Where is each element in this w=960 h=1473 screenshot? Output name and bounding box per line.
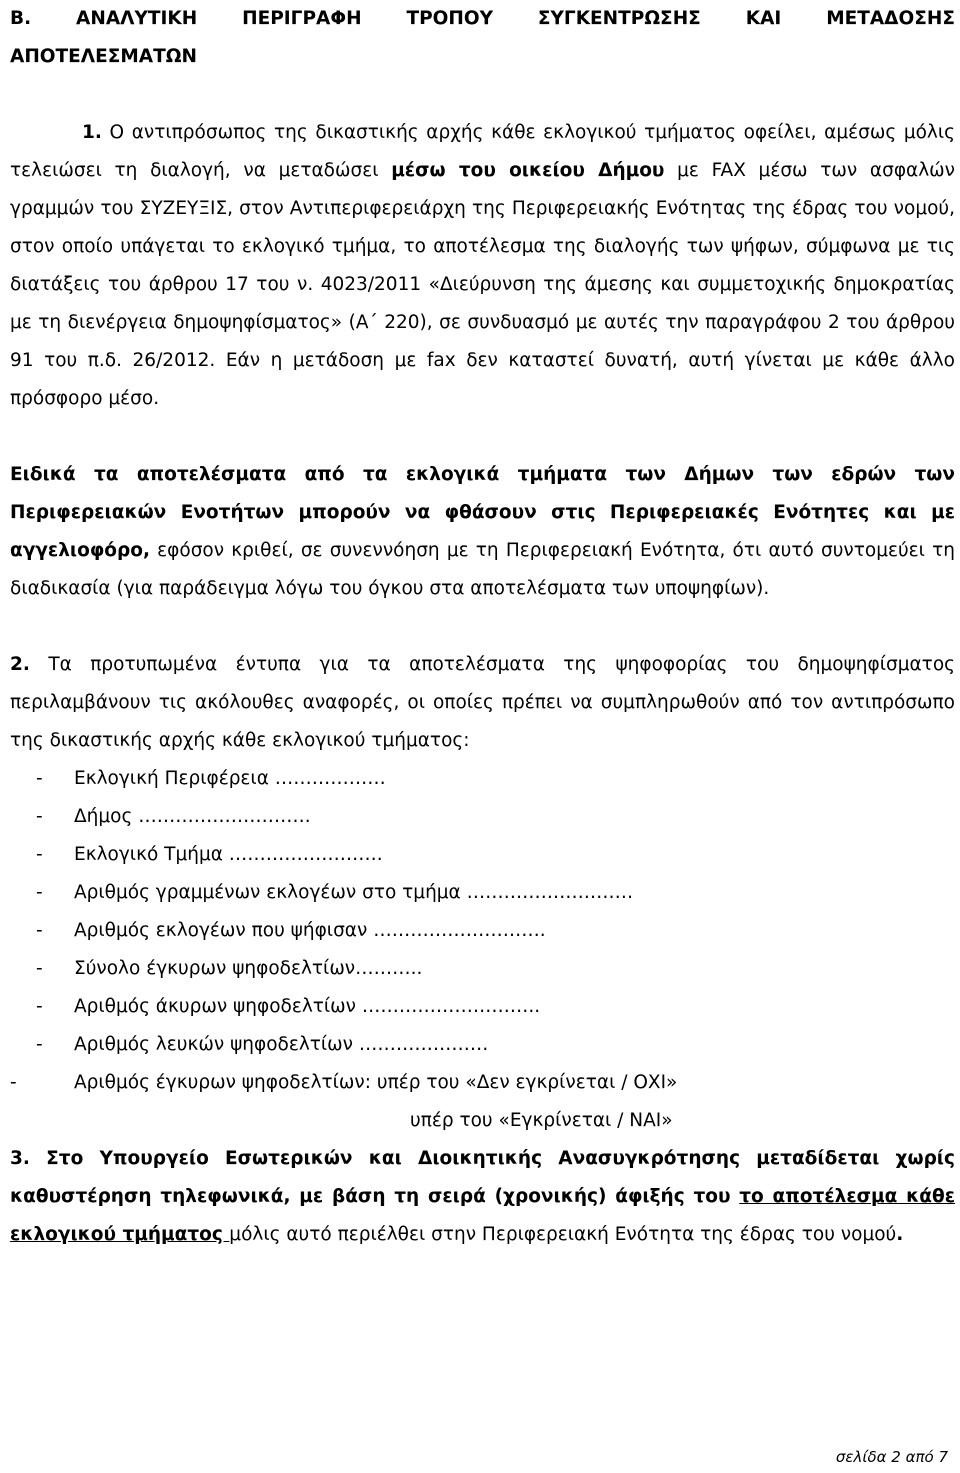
list-item-text: Εκλογική Περιφέρεια ……………… [74, 768, 386, 789]
paragraph-text: με FAX μέσω των ασφαλών γραμμών του ΣΥΖΕΥΞΙΣ, στον Αντιπεριφερειάρχη της Περιφερειακής Ενότητας της έδρας του νομού, στον οποίο υπάγεται το εκλογικό τμήμα, το αποτέλεσμα της διαλογής των ψήφων, σύμφωνα με τις διατάξεις του άρθρου 17 του ν. 4023/2011 «Διεύρυνση της άμεσης και συμμετοχικής δημοκρατίας με τη διενέργεια δημοψηφίσματος» (Α΄ 220), σε συνδυασμό με αυτές την παραγράφου 2 του άρθρου 91 του π.δ. 26/2012. Εάν η μετάδοση με fax δεν καταστεί δυνατή, αυτή γίνεται με κάθε άλλο πρόσφορο μέσο. [10, 160, 955, 409]
heading-word: ΤΡΟΠΟΥ [406, 8, 493, 29]
list-item-text: Αριθμός άκυρων ψηφοδελτίων ……………………….. [74, 996, 541, 1017]
paragraph-bold-text: Στο Υπουργείο Εσωτερικών και Διοικητικής Ανασυγκρότησης μεταδίδεται χωρίς καθυστέρηση τηλεφωνικά, με βάση τη σειρά (χρονικής) άφιξής του [10, 1148, 955, 1207]
paragraph-number: 1. [82, 122, 102, 143]
list-item-text: Δήμος ………………………. [74, 806, 311, 827]
list-item [10, 1026, 955, 1064]
heading-line-1 [10, 0, 955, 38]
page-number: σελίδα 2 από 7 [835, 1448, 948, 1466]
heading-word: ΜΕΤΑΔΟΣΗΣ [826, 8, 955, 29]
list-item [10, 798, 955, 836]
heading-word: ΑΝΑΛΥΤΙΚΗ [76, 8, 198, 29]
paragraph-number: 3. [10, 1148, 30, 1169]
paragraph-2 [10, 646, 955, 760]
section-heading [10, 0, 955, 76]
list-item-text: Αριθμός έγκυρων ψηφοδελτίων: υπέρ του «Δεν εγκρίνεται / ΟΧΙ» [74, 1072, 678, 1093]
list-item-text: Αριθμός λευκών ψηφοδελτίων ………………… [74, 1034, 489, 1055]
list-item [10, 874, 955, 912]
dash-bullet: - [36, 768, 43, 789]
paragraph-3 [10, 1140, 955, 1254]
paragraph-text: εφόσον κριθεί, σε συνεννόηση με τη Περιφερειακή Ενότητα, ότι αυτό συντομεύει τη διαδικασία (για παράδειγμα λόγω του όγκου στα αποτελέσματα των υποψηφίων). [10, 540, 955, 599]
dash-bullet: - [36, 920, 43, 941]
dash-bullet: - [36, 806, 43, 827]
dash-bullet: - [36, 1034, 43, 1055]
paragraph-end: . [896, 1224, 904, 1245]
list-item [10, 1064, 955, 1102]
paragraph-bold-underlined-text: το αποτέλεσμα κάθε εκλογικού τμήματος [10, 1186, 955, 1245]
heading-word: Β. [10, 8, 32, 29]
paragraph-text: Τα προτυπωμένα έντυπα για τα αποτελέσματα της ψηφοφορίας του δημοψηφίσματος περιλαμβάνουν τις ακόλουθες αναφορές, οι οποίες πρέπει να συμπληρωθούν από τον αντιπρόσωπο της δικαστικής αρχής κάθε εκλογικού τμήματος: [10, 654, 955, 751]
dash-bullet: - [36, 844, 43, 865]
heading-word: ΚΑΙ [745, 8, 782, 29]
paragraph-1 [10, 114, 955, 418]
dash-bullet: - [36, 882, 43, 903]
list-item-text: Αριθμός γραμμένων εκλογέων στο τμήμα ……………………… [74, 882, 634, 903]
form-fields-list [10, 760, 955, 1102]
list-item-subline: υπέρ του «Εγκρίνεται / ΝΑΙ» [410, 1110, 673, 1131]
paragraph-special [10, 456, 955, 608]
heading-line-2: ΑΠΟΤΕΛΕΣΜΑΤΩΝ [10, 46, 197, 67]
heading-word: ΣΥΓΚΕΝΤΡΩΣΗΣ [537, 8, 701, 29]
paragraph-bold-text: μέσω του οικείου Δήμου [391, 160, 665, 181]
list-item [10, 950, 955, 988]
paragraph-text: Ο αντιπρόσωπος της δικαστικής αρχής κάθε εκλογικού τμήματος οφείλει, αμέσως μόλις τελειώσει τη διαλογή, να μεταδώσει [10, 122, 955, 181]
paragraph-number: 2. [10, 654, 30, 675]
list-item-text: Εκλογικό Τμήμα ……………………. [74, 844, 383, 865]
list-item [10, 988, 955, 1026]
paragraph-text: μόλις αυτό περιέλθει στην Περιφερειακή Ενότητα της έδρας του νομού [229, 1224, 897, 1245]
dash-bullet: - [36, 996, 43, 1017]
list-item-text: Σύνολο έγκυρων ψηφοδελτίων……….. [74, 958, 423, 979]
heading-word: ΠΕΡΙΓΡΑΦΗ [242, 8, 362, 29]
list-item [10, 836, 955, 874]
dash-bullet: - [10, 1072, 17, 1093]
list-item [10, 912, 955, 950]
document-page [10, 0, 955, 1254]
paragraph-bold-text: Ειδικά τα αποτελέσματα από τα εκλογικά τμήματα των Δήμων των εδρών των Περιφερειακών Ενοτήτων μπορούν να φθάσουν στις Περιφερειακές Ενότητες και με αγγελιοφόρο, [10, 464, 955, 561]
list-item [10, 760, 955, 798]
list-item-text: Αριθμός εκλογέων που ψήφισαν ………………………. [74, 920, 546, 941]
dash-bullet: - [36, 958, 43, 979]
